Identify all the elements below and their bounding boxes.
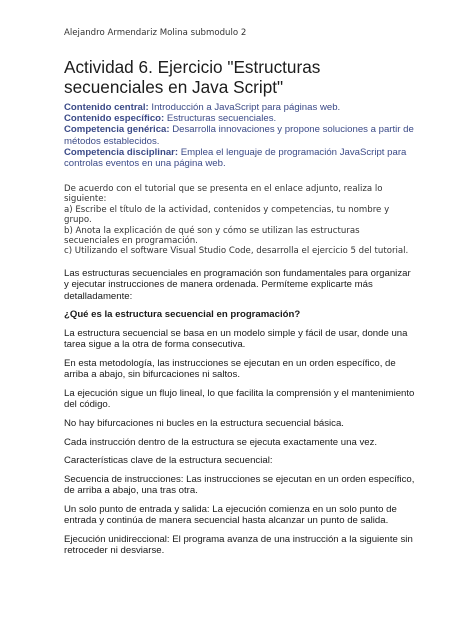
body-paragraph: Ejecución unidireccional: El programa avanza de una instrucción a la siguiente sin retroceder ni desviarse. [64, 533, 413, 557]
meta-competencia-disciplinar [64, 147, 416, 169]
meta-label: Competencia genérica: [64, 124, 170, 136]
instruction-line: c) Utilizando el software Visual Studio Code, desarrolla el ejercicio 5 del tutorial. [64, 246, 409, 257]
body-paragraph: No hay bifurcaciones ni bucles en la estructura secuencial básica. [64, 418, 344, 429]
meta-contenido-central [64, 102, 416, 113]
page-header: Alejandro Armendariz Molina submodulo 2 [64, 28, 247, 38]
meta-label: Competencia disciplinar: [64, 146, 179, 158]
document-body [64, 268, 416, 564]
activity-metadata [64, 102, 416, 169]
meta-text: Emplea el lenguaje de programación JavaScript para controlas eventos en una página web. [64, 146, 407, 170]
body-paragraph: La estructura secuencial se basa en un modelo simple y fácil de usar, donde una tarea sigue a la otra de forma consecutiva. [64, 328, 408, 351]
instruction-line: De acuerdo con el tutorial que se presenta en el enlace adjunto, realiza lo siguiente: [64, 184, 383, 205]
meta-label: Contenido específico: [64, 113, 165, 125]
meta-contenido-especifico [64, 113, 416, 124]
section-heading: ¿Qué es la estructura secuencial en programación? [64, 309, 301, 321]
body-paragraph: En esta metodología, las instrucciones se ejecutan en un orden específico, de arriba a abajo, sin bifurcaciones ni saltos. [64, 358, 396, 381]
meta-text: Desarrolla innovaciones y propone soluciones a partir de métodos establecidos. [64, 124, 414, 147]
body-paragraph: Cada instrucción dentro de la estructura se ejecuta exactamente una vez. [64, 436, 378, 448]
activity-instructions [64, 184, 416, 257]
body-paragraph: La ejecución sigue un flujo lineal, lo que facilita la comprensión y el mantenimiento del código. [64, 388, 415, 411]
intro-paragraph: Las estructuras secuenciales en programación son fundamentales para organizar y ejecutar instrucciones de manera ordenada. Permíteme explicarte más detalladamente: [64, 268, 411, 302]
instruction-line: a) Escribe el título de la actividad, contenidos y competencias, tu nombre y grupo. [64, 204, 390, 226]
instruction-line: b) Anota la explicación de qué son y cómo se utilizan las estructuras secuenciales en programación. [64, 225, 360, 247]
document-title: Actividad 6. Ejercicio "Estructuras secuenciales en Java Script" [64, 57, 321, 97]
meta-text: Introducción a JavaScript para páginas web. [148, 102, 341, 113]
meta-label: Contenido central: [64, 102, 149, 113]
meta-text: Estructuras secuenciales. [164, 113, 277, 125]
body-paragraph: Características clave de la estructura secuencial: [64, 455, 273, 467]
meta-competencia-generica [64, 124, 416, 146]
body-paragraph: Secuencia de instrucciones: Las instrucciones se ejecutan en un orden específico, de arriba a abajo, una tras otra. [64, 473, 415, 497]
body-paragraph: Un solo punto de entrada y salida: La ejecución comienza en un solo punto de entrada y continúa de manera secuencial hasta alcanzar un punto de salida. [64, 503, 397, 527]
